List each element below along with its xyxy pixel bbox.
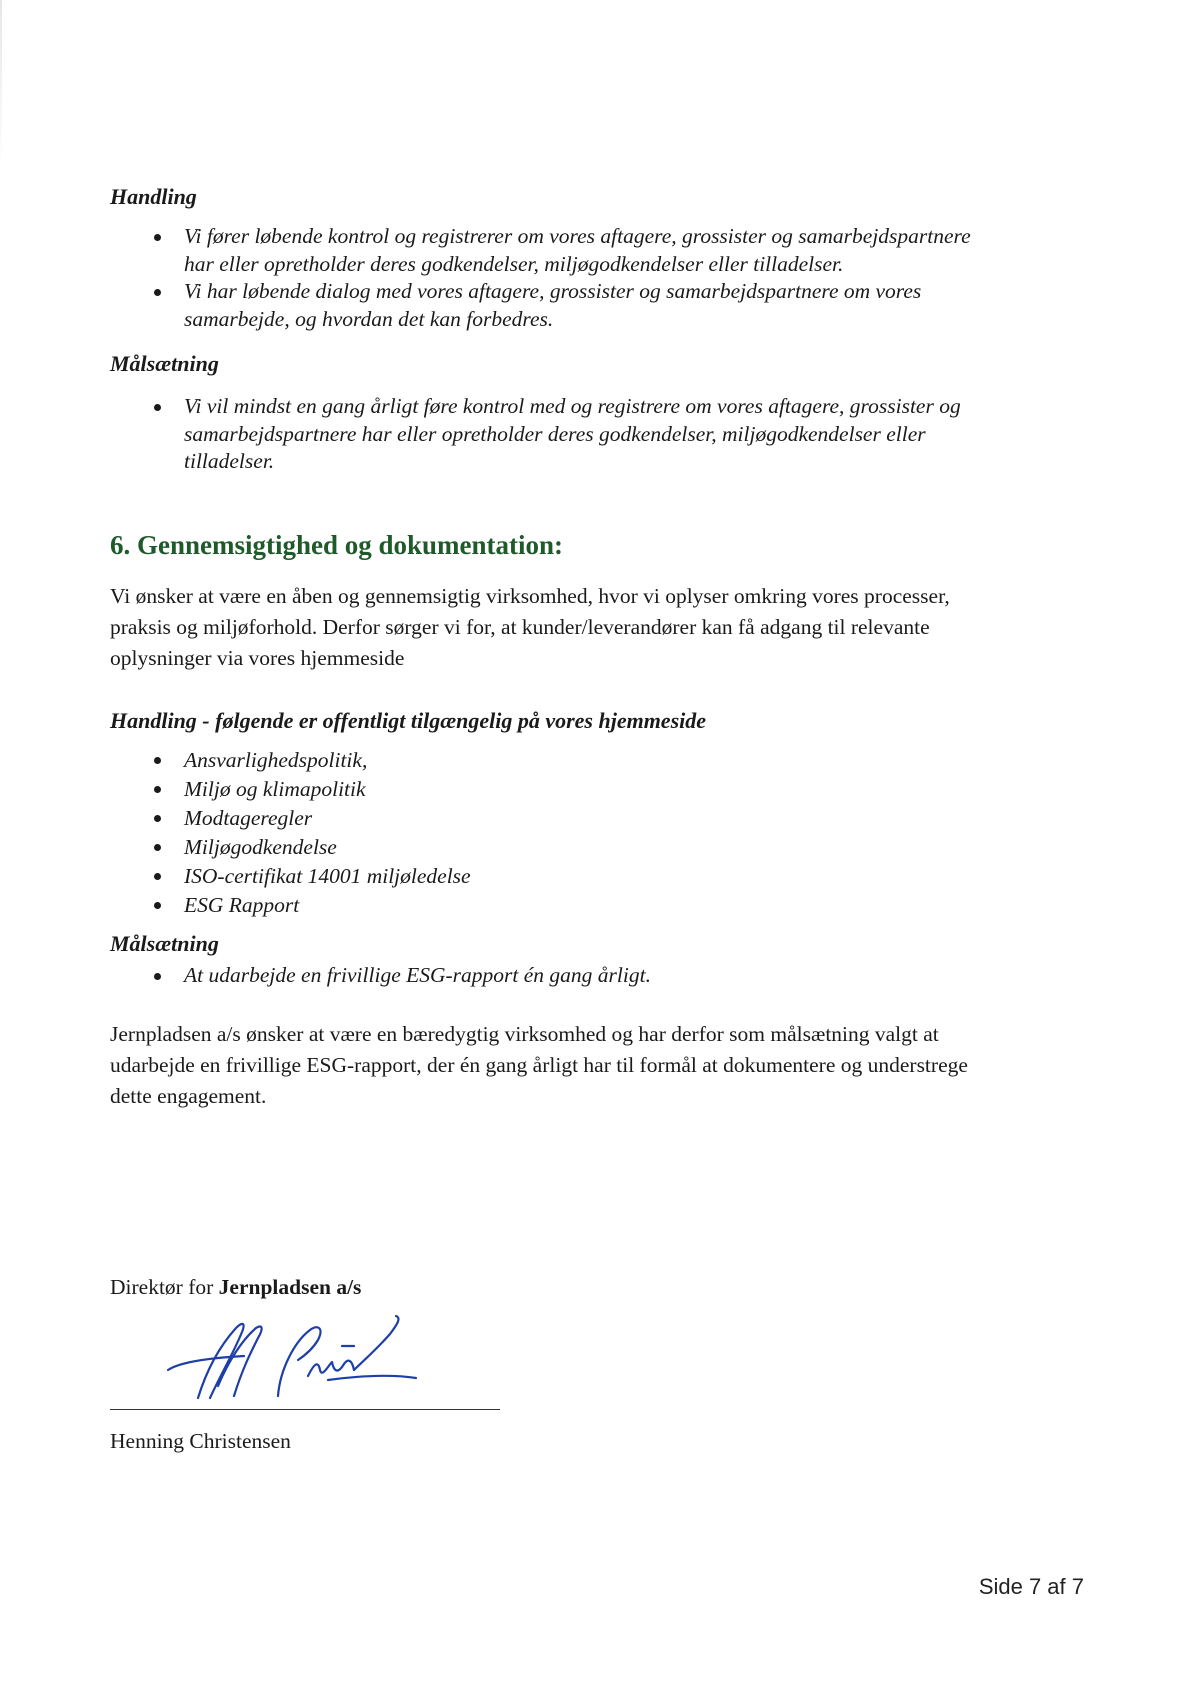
section-title: 6. Gennemsigtighed og dokumentation:	[110, 529, 564, 560]
list-item	[110, 804, 1090, 833]
intro-line: praksis og miljøforhold. Derfor sørger vi for, at kunder/leverandører kan få adgang til relevante	[110, 614, 930, 639]
list-item-line: samarbejdspartnere har eller opretholder deres godkendelser, miljøgodkendelser eller	[184, 421, 926, 446]
list-item-line: samarbejde, og hvordan det kan forbedres.	[184, 306, 554, 331]
goal-list	[110, 393, 1090, 476]
list-item	[110, 862, 1090, 891]
closing-line: udarbejde en frivillige ESG-rapport, der én gang årligt har til formål at dokumentere og understrege	[110, 1053, 968, 1077]
goal-heading: Målsætning	[110, 351, 219, 376]
signature-strokes	[168, 1316, 416, 1398]
list-item	[110, 278, 1090, 333]
scan-edge	[0, 0, 2, 170]
signatory-role: Direktør for	[110, 1275, 219, 1299]
company-name: Jernpladsen a/s	[218, 1275, 362, 1299]
list-item	[110, 891, 1090, 920]
bullet-icon	[154, 786, 161, 793]
list-item	[110, 223, 1090, 278]
list-item-line: Vi fører løbende kontrol og registrerer om vores aftagere, grossister og samarbejdspartnere	[184, 224, 971, 248]
list-item-line: har eller opretholder deres godkendelser, miljøgodkendelser eller tilladelser.	[184, 251, 844, 276]
closing-line: dette engagement.	[110, 1084, 267, 1108]
public-docs-list	[110, 746, 1090, 920]
list-item	[110, 833, 1090, 862]
list-item-text: At udarbejde en frivillige ESG-rapport én gang årligt.	[184, 962, 651, 987]
list-item	[110, 962, 1090, 990]
list-item	[110, 393, 1090, 476]
signature-stroke	[308, 1361, 354, 1376]
list-item-line: Vi vil mindst en gang årligt føre kontrol med og registrere om vores aftagere, grossister og	[184, 394, 961, 418]
section-intro	[110, 581, 1090, 674]
signature-line	[110, 1409, 500, 1410]
list-item-text: Ansvarlighedspolitik,	[184, 747, 368, 772]
handwritten-signature	[158, 1300, 458, 1412]
bullet-icon	[154, 844, 161, 851]
list-item	[110, 746, 1090, 775]
signatory-title	[110, 1272, 361, 1303]
handling-public-heading: Handling - følgende er offentligt tilgængelig på vores hjemmeside	[110, 707, 707, 733]
list-item-line: Vi har løbende dialog med vores aftagere, grossister og samarbejdspartnere om vores	[184, 279, 922, 303]
bullet-icon	[154, 973, 161, 980]
handling-heading: Handling	[110, 184, 197, 209]
bullet-icon	[154, 289, 161, 296]
list-item-text: Miljøgodkendelse	[184, 834, 337, 859]
list-item-text: ISO-certifikat 14001 miljøledelse	[184, 863, 471, 888]
page-content	[110, 183, 1090, 1112]
list-item-text: Modtageregler	[184, 805, 313, 830]
page-number: Side 7 af 7	[978, 1574, 1084, 1599]
signatory-name: Henning Christensen	[110, 1429, 291, 1453]
bullet-icon	[154, 404, 161, 411]
bullet-icon	[154, 815, 161, 822]
list-item-line: tilladelser.	[184, 449, 275, 473]
signature-stroke	[328, 1376, 416, 1380]
intro-line: Vi ønsker at være en åben og gennemsigtig virksomhed, hvor vi oplyser omkring vores processer,	[110, 583, 950, 608]
goal-list-2	[110, 962, 1090, 990]
signature-stroke	[278, 1327, 320, 1396]
handling-list	[110, 223, 1090, 333]
closing-line: Jernpladsen a/s ønsker at være en bæredygtig virksomhed og har derfor som målsætning valgt at	[110, 1022, 939, 1046]
intro-line: oplysninger via vores hjemmeside	[110, 645, 405, 670]
list-item	[110, 775, 1090, 804]
closing-paragraph	[110, 1019, 1090, 1112]
list-item-text: Miljø og klimapolitik	[184, 776, 366, 801]
bullet-icon	[154, 902, 161, 909]
list-item-text: ESG Rapport	[184, 892, 300, 917]
bullet-icon	[154, 234, 161, 241]
signature-stroke	[354, 1316, 398, 1370]
bullet-icon	[154, 873, 161, 880]
goal-heading-2: Målsætning	[110, 930, 219, 956]
bullet-icon	[154, 757, 161, 764]
